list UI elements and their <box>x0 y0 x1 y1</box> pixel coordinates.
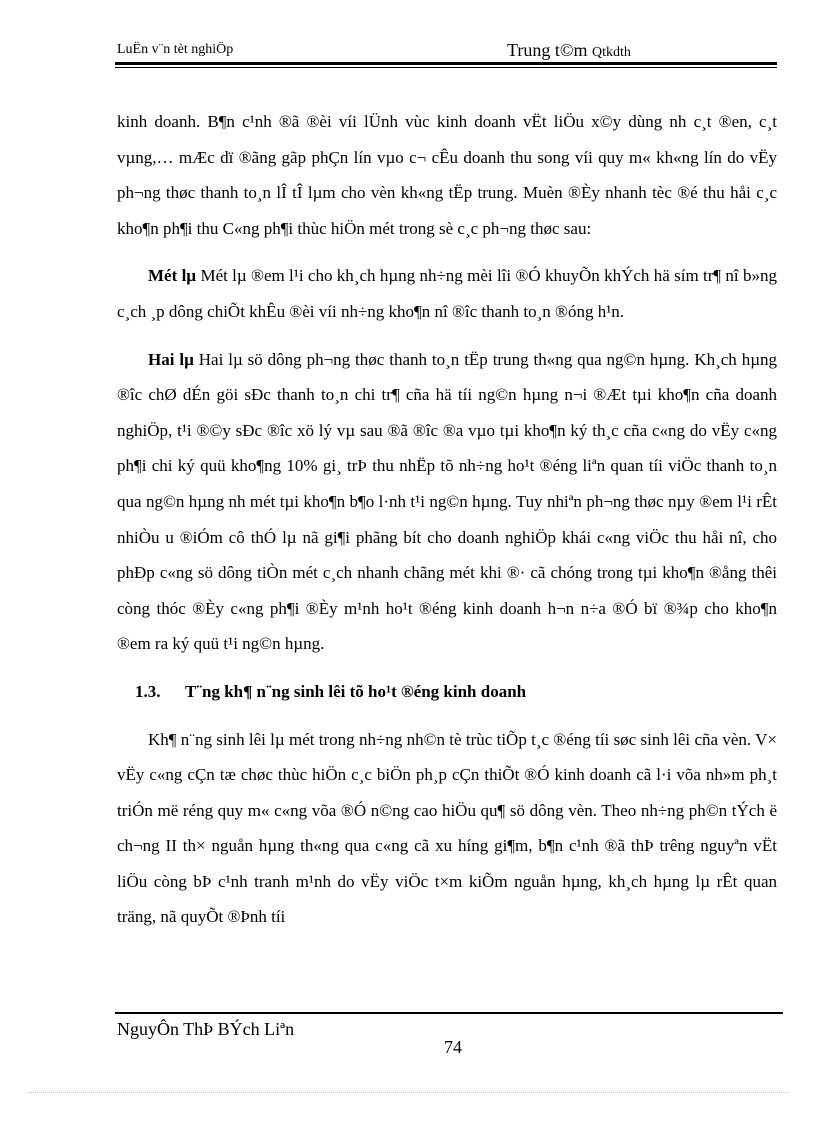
page-number: 74 <box>444 1037 462 1057</box>
footer-rule <box>115 1012 783 1014</box>
page-bottom-edge <box>28 1092 788 1093</box>
header-thesis-label: LuËn v¨n tèt nghiÖp <box>117 42 234 57</box>
paragraph-3-text: Hai lµ sö dông ph¬ng thøc thanh to¸n tËp trung th«ng qua ng©n hµng. Kh¸ch hµng ®îc chØ dÉn göi sÐc thanh to¸n chi tr¶ cña hä tíi ng©n hµng n¬i ®Æt tµi kho¶n cña doanh nghiÖp, t¹i ®©y sÐc ®îc xö lý vµ sau ®ã ®îc ®a vµo tµi kho¶n ký th¸c cña c«ng do vËy c«ng ph¶i chi ký quü kho¶ng 10% gi¸ trÞ thu nhËp tõ nh÷ng ho¹t ®éng liªn quan tíi viÖc thanh to¸n qua ng©n hµng nh mét tµi kho¶n b¶o l·nh t¹i ng©n hµng. Tuy nhiªn ph¬ng thøc nµy ®em l¹i rÊt nhiÒu u ®iÓm cô thÓ lµ nã gi¶i phãng bít cho doanh nghiÖp khái c«ng viÖc thu håi nî, cho phÐp c«ng sö dông tiÒn mét c¸ch nhanh chãng mét khi ®· cã chóng trong tµi kho¶n ®ång thêi còng thóc ®Èy c«ng ph¶i ®Èy m¹nh ho¹t ®éng kinh doanh h¬n n÷a ®Ó bï ®¾p cho kho¶n ®em ra ký quü t¹i ng©n hµng. <box>117 349 778 654</box>
header-center-abbrev: Qtkdth <box>592 45 631 60</box>
section-heading <box>117 674 777 710</box>
paragraph-2 <box>117 258 777 329</box>
main-body <box>117 104 777 935</box>
paragraph-1: kinh doanh. B¶n c¹nh ®ã ®èi víi lÜnh vùc kinh doanh vËt liÖu x©y dùng nh c¸t ®en, c¸t vµng,… mÆc dï ®ãng gãp phÇn lín vµo c¬ cÊu doanh thu song víi quy m« kh«ng lín do vËy ph¬ng thøc thanh to¸n lÎ tÎ lµm cho vèn kh«ng tËp trung. Muèn ®Èy nhanh tèc ®é thu håi c¸c kho¶n ph¶i thu C«ng ph¶i thùc hiÖn mét trong sè c¸c ph¬ng thøc sau: <box>117 112 777 238</box>
header-rule-thick <box>115 62 777 65</box>
header-center-main: Trung t©m <box>507 40 588 60</box>
header-rule-thin <box>115 67 777 68</box>
footer-author: NguyÔn ThÞ BÝch Liªn <box>117 1019 295 1039</box>
paragraph-2-text: Mét lµ ®em l¹i cho kh¸ch hµng nh÷ng mèi lîi ®Ó khuyÕn khÝch hä sím tr¶ nî b»ng c¸ch ¸p dông chiÕt khÊu ®èi víi nh÷ng kho¶n nî ®îc thanh to¸n ®óng h¹n. <box>117 266 777 321</box>
section-title: T¨ng kh¶ n¨ng sinh lêi tõ ho¹t ®éng kinh doanh <box>185 681 527 701</box>
paragraph-4: Kh¶ n¨ng sinh lêi lµ mét trong nh÷ng nh©n tè trùc tiÕp t¸c ®éng tíi søc sinh lêi cña vèn. V× vËy c«ng cÇn tæ chøc thùc hiÖn c¸c biÖn ph¸p cÇn thiÕt ®Ó kinh doanh cã l·i võa nh»m ph¸t triÓn më réng quy m« c«ng võa ®Ó n©ng cao hiÖu qu¶ sö dông vèn. Theo nh÷ng ph©n tÝch ë ch¬ng II th× nguån hµng th«ng qua c«ng cã xu híng gi¶m, b¶n c¹nh ®ã thÞ trêng nguyªn vËt liÖu còng bÞ c¹nh tranh m¹nh do vËy viÖc t×m kiÕm nguån hµng, kh¸ch hµng lµ rÊt quan träng, nã quyÕt ®Þnh tíi <box>117 729 777 927</box>
paragraph-3-lead: Hai lµ <box>148 349 194 369</box>
paragraph-2-lead: Mét lµ <box>148 266 197 286</box>
header-center-label <box>507 40 631 61</box>
paragraph-3 <box>117 342 777 662</box>
section-number: 1.3. <box>135 681 161 701</box>
